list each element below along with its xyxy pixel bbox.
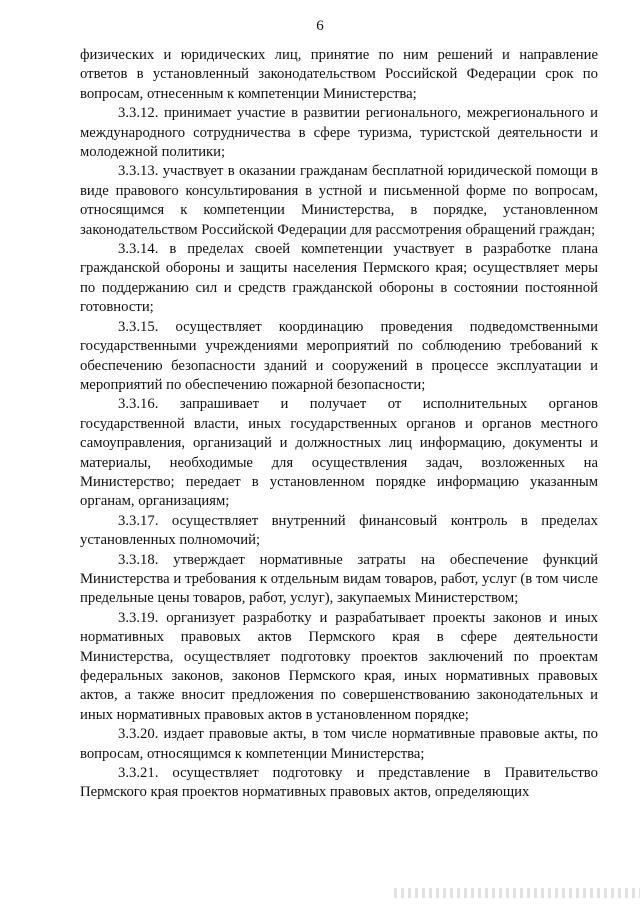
paragraph-3-3-18: 3.3.18. утверждает нормативные затраты на обеспечение функций Министерства и требования к отдельным видам товаров, работ, услуг (в том числе предельные цены товаров, работ, услуг), закупаемых Министерством; — [80, 551, 598, 607]
paragraph-3-3-20: 3.3.20. издает правовые акты, в том числе нормативные правовые акты, по вопросам, относящимся к компетенции Министерства; — [80, 726, 598, 762]
paragraph-3-3-12: 3.3.12. принимает участие в развитии регионального, межрегионального и международного сотрудничества в сфере туризма, туристской деятельности и молодежной политики; — [80, 105, 598, 161]
paragraph-3-3-13: 3.3.13. участвует в оказании гражданам бесплатной юридической помощи в виде правового консультирования в устной и письменной форме по вопросам, относящимся к компетенции Министерства, в порядке, установленном законодательством Российской Федерации для рассмотрения обращений граждан; — [80, 163, 598, 238]
page-number: 6 — [316, 18, 324, 34]
paragraph-3-3-16: 3.3.16. запрашивает и получает от исполнительных органов государственной власти, иных государственных органов и органов местного самоуправления, организаций и должностных лиц информацию, документы и материалы, необходимые для осуществления задач, возложенных на Министерство; передает в установленном порядке информацию указанным органам, организациям; — [80, 396, 598, 510]
paragraph-3-3-15: 3.3.15. осуществляет координацию проведения подведомственными государственными учреждениями мероприятий по соблюдению требований к обеспечению безопасности зданий и сооружений в процессе эксплуатации и мероприятий по обеспечению пожарной безопасности; — [80, 318, 598, 393]
document-body — [80, 46, 598, 803]
paragraph-continuation: физических и юридических лиц, принятие по ним решений и направление ответов в установленный законодательством Российской Федерации срок по вопросам, отнесенным к компетенции Министерства; — [80, 47, 598, 102]
paragraph-3-3-17: 3.3.17. осуществляет внутренний финансовый контроль в пределах установленных полномочий; — [80, 512, 598, 549]
scan-artifact — [394, 888, 640, 898]
paragraph-3-3-14: 3.3.14. в пределах своей компетенции участвует в разработке плана гражданской обороны и защиты населения Пермского края; осуществляет меры по поддержанию сил и средств гражданской обороны в состоянии постоянной готовности; — [80, 241, 598, 316]
paragraph-3-3-19: 3.3.19. организует разработку и разрабатывает проекты законов и иных нормативных правовых актов Пермского края в сфере деятельности Министерства, осуществляет подготовку проектов заключений по проектам федеральных законов, законов Пермского края, иных нормативных правовых актов, а также вносит предложения по совершенствованию законодательных и иных нормативных правовых актов в установленном порядке; — [80, 609, 598, 723]
paragraph-3-3-21: 3.3.21. осуществляет подготовку и представление в Правительство Пермского края проектов нормативных правовых актов, определяющих — [80, 765, 598, 801]
